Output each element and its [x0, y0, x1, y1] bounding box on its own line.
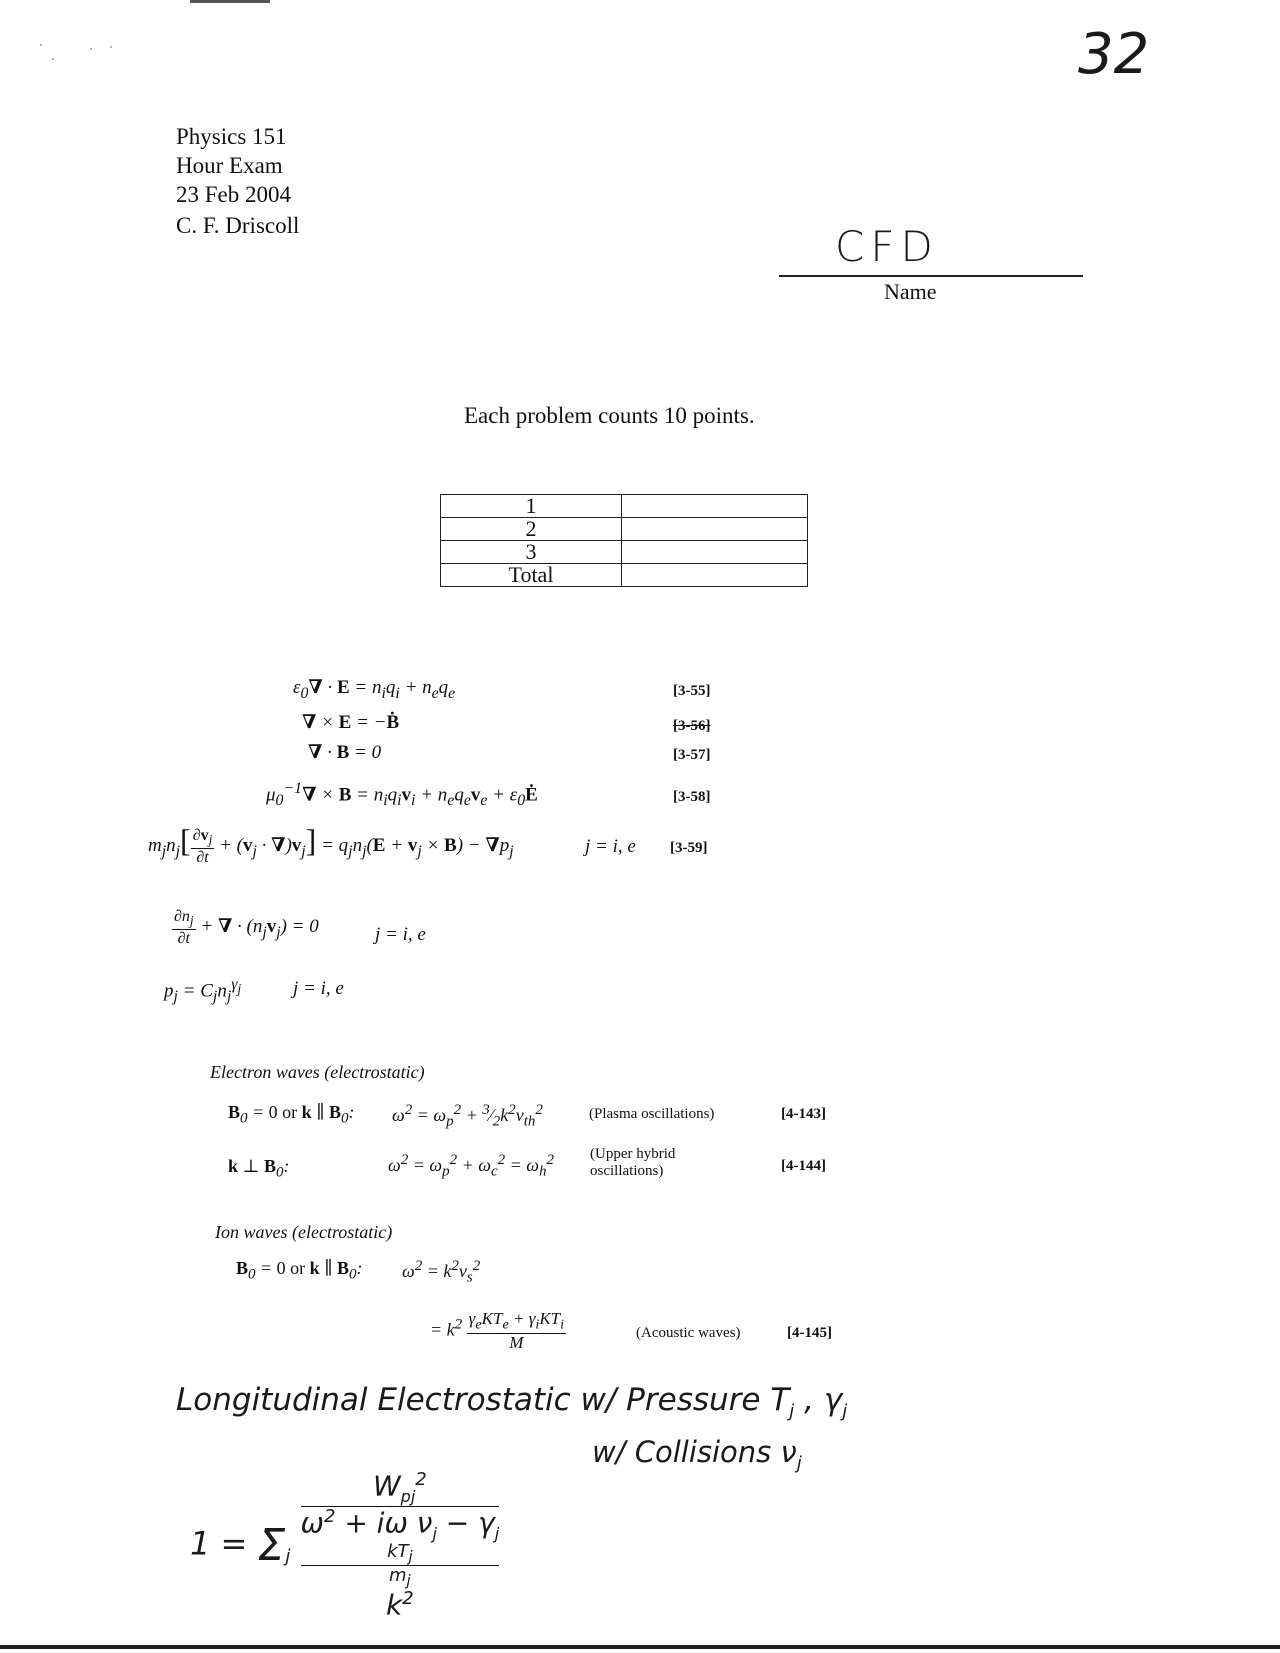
equation-divb: ∇ · B = 0: [308, 742, 382, 763]
table-row: [441, 541, 808, 564]
table-row: [441, 495, 808, 518]
score-cell[interactable]: [622, 495, 808, 518]
state-condition: j = i, e: [293, 978, 344, 999]
name-underline: [779, 275, 1083, 277]
instructions: Each problem counts 10 points.: [464, 403, 755, 428]
formula-fraction: $W_{pj}^2$ $\omega^2 + i\omega$ $\nu_j - \gamma_j$ $kT_j$ $m_j$ $k^2$: [300, 1469, 500, 1622]
problem-label: 3: [441, 541, 622, 564]
equation-condition: j = i, e: [585, 836, 636, 857]
scan-speck: [52, 58, 54, 60]
dispersion-upper-hybrid: $\omega^2 = \omega_p^2 + \omega_c^2 = \omega_h^2$: [388, 1152, 554, 1180]
dispersion-ion-1: $\omega^2 = k^2v_s^2$: [402, 1258, 481, 1286]
note-text: Longitudinal Electrostatic w/ Pressure T: [176, 1382, 790, 1418]
instructor-name: C. F. Driscoll: [176, 213, 300, 238]
exam-title: Hour Exam: [176, 153, 283, 178]
equation-tag: [4-143]: [781, 1106, 826, 1122]
equation-tag: [4-145]: [787, 1325, 832, 1341]
course-title: Physics 151: [176, 124, 287, 149]
name-label: Name: [884, 279, 937, 304]
problem-label: 2: [441, 518, 622, 541]
equation-continuity: $\frac{\partial n_j}{\partial t}$ + ∇ · $(n_jv_j) = 0$: [174, 908, 319, 947]
ion-waves-heading: Ion waves (electrostatic): [215, 1222, 393, 1242]
electron-waves-heading: Electron waves (electrostatic): [210, 1062, 425, 1082]
handwritten-note-line2: w/ Collisions $\nu_j$: [592, 1435, 802, 1474]
note-line: (Upper hybrid: [590, 1146, 676, 1162]
ion-wave-condition: $B_0 = 0$ or k ∥ $B_0$:: [236, 1258, 363, 1283]
summation-sign: Σ: [257, 1520, 286, 1572]
exam-date: 23 Feb 2004: [176, 182, 291, 207]
equation-tag: [3-55]: [673, 683, 711, 699]
score-cell[interactable]: [622, 518, 808, 541]
equation-tag: [3-58]: [673, 789, 711, 805]
plasma-note: (Plasma oscillations): [589, 1106, 715, 1122]
upper-hybrid-note: [590, 1146, 675, 1180]
equation-ampere: $\mu_0^{-1}\nabla \times B = n_iq_iv_i + n_eq_ev_e$ + $\varepsilon_0Ė$: [266, 780, 538, 810]
scan-speck: [110, 46, 112, 48]
equation-tag: [3-59]: [670, 840, 708, 856]
acoustic-note: (Acoustic waves): [636, 1325, 741, 1341]
condition-text: 0 or: [276, 1258, 306, 1278]
score-table: [440, 494, 808, 587]
continuity-condition: j = i, e: [375, 924, 426, 945]
equation-tag: [4-144]: [781, 1158, 826, 1174]
problem-label: 1: [441, 495, 622, 518]
handwritten-note-line1: Longitudinal Electrostatic w/ Pressure $T_j$ , $\gamma_j$: [176, 1382, 848, 1423]
note-text: w/ Collisions ν: [592, 1435, 797, 1469]
header-block: [176, 122, 299, 240]
handwritten-formula: $1 = \Sigma_j$ $W_{pj}^2$ $\omega^2 + i\omega$ $\nu_j - \gamma_j$ $kT_j$ $m_j$ $k^2$: [190, 1469, 500, 1622]
condition-text: 0 or: [268, 1102, 298, 1122]
equation-faraday: ∇ × E = −Ḃ: [302, 712, 400, 733]
equation-tag: [3-56]: [673, 718, 711, 734]
dispersion-ion-2: = $k^2$ $\frac{\gamma_eKT_e + \gamma_iKT_i}{M}$: [430, 1309, 565, 1352]
table-row: [441, 564, 808, 587]
electron-wave-condition-1: $B_0 = 0$ or k ∥ $B_0$:: [228, 1102, 355, 1127]
scan-speck: [90, 48, 92, 50]
total-score-cell[interactable]: [622, 564, 808, 587]
dispersion-plasma: $\omega^2 = \omega_p^2$ + $^3⁄_2k^2v_{th}^2$: [392, 1102, 543, 1130]
score-cell[interactable]: [622, 541, 808, 564]
scan-artifact-top: [190, 0, 270, 3]
scan-bottom-border: [0, 1645, 1280, 1649]
formula-lhs: 1 =: [190, 1524, 248, 1563]
scan-speck: [40, 44, 42, 46]
equation-state: $p_j = C_jn_j^{\gamma_j}$: [164, 976, 242, 1006]
note-line: oscillations): [590, 1163, 664, 1179]
equation-gauss: $\varepsilon_0\nabla \cdot E = n_iq_i + n_eq_e$: [293, 677, 456, 702]
page-number: 32: [1078, 22, 1150, 87]
equation-momentum: $m_jn_j$[ $\frac{\partial v_j}{\partial t}$ + $(v_j \cdot \nabla)v_j] = q_jn_j(E + v_j \times B) - \nabla p_j$: [148, 822, 514, 866]
equation-tag: [3-57]: [673, 747, 711, 763]
table-row: [441, 518, 808, 541]
name-value: CFD: [835, 222, 939, 271]
total-label: Total: [441, 564, 622, 587]
electron-wave-condition-2: k ⊥ $B_0$:: [228, 1156, 290, 1181]
